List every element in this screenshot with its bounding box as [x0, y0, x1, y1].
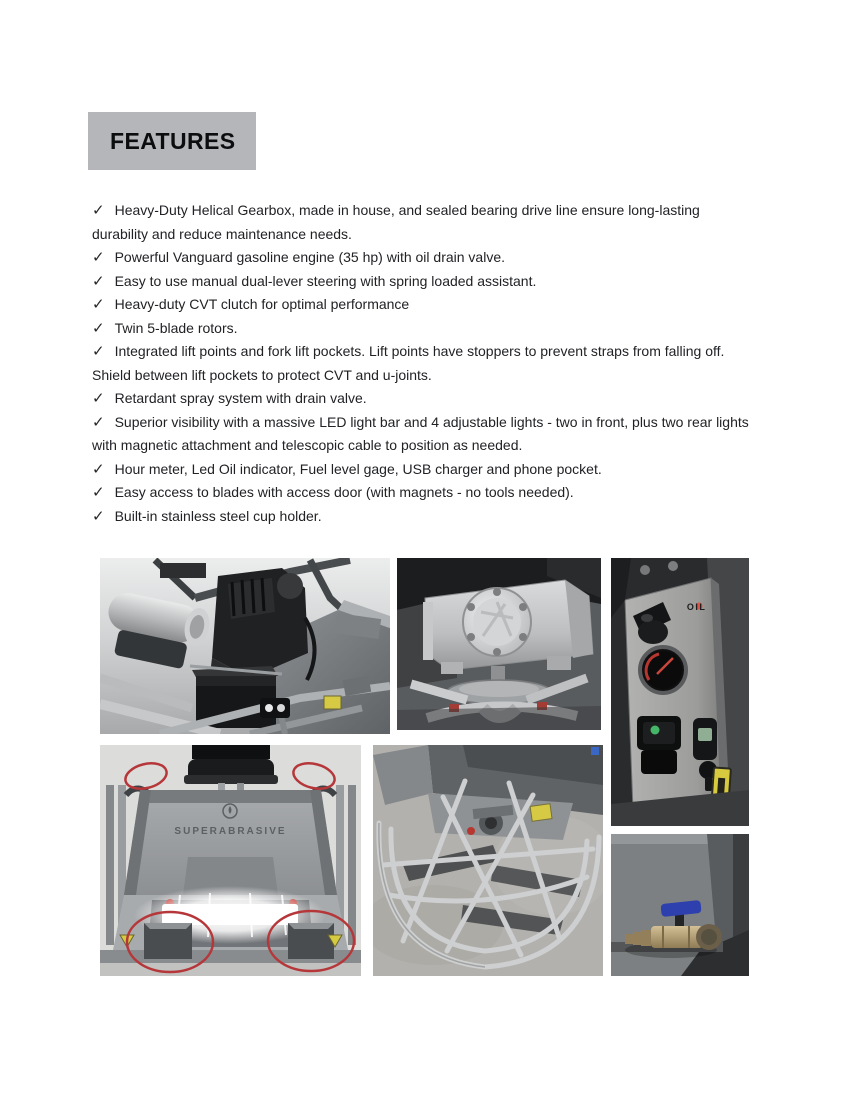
check-icon: ✓ [92, 484, 105, 501]
gearbox-illustration [397, 558, 601, 730]
operator-seat [184, 745, 278, 784]
rocker-switch [637, 716, 681, 774]
hour-meter-gauge [640, 647, 686, 693]
feature-item [92, 481, 758, 505]
feature-text: Heavy-duty CVT clutch for optimal performance [114, 296, 410, 312]
photo-guard-cage [373, 745, 603, 976]
feature-text: Hour meter, Led Oil indicator, Fuel level gage, USB charger and phone pocket. [114, 460, 602, 477]
check-icon: ✓ [92, 319, 105, 337]
feature-text: Easy access to blades with access door (with magnets - no tools needed). [114, 484, 574, 500]
feature-text: Superior visibility with a massive LED light bar and 4 adjustable lights - two in front, plus two rear lights with magnetic attachment and telescopic cable to position as needed. [92, 413, 749, 453]
control-panel-illustration [611, 558, 749, 826]
check-icon: ✓ [92, 413, 105, 431]
feature-item [92, 458, 758, 482]
photo-control-panel [611, 558, 749, 826]
feature-item [92, 505, 758, 529]
led-rear-illustration [100, 745, 361, 976]
gearbox-flange [463, 588, 531, 656]
feature-text: Easy to use manual dual-lever steering with spring loaded assistant. [114, 272, 537, 289]
check-icon: ✓ [92, 460, 105, 478]
check-icon: ✓ [92, 343, 105, 360]
photo-drain-valve [611, 834, 749, 976]
page-title: FEATURES [110, 127, 236, 154]
feature-item [92, 199, 758, 246]
check-icon: ✓ [92, 249, 105, 266]
feature-item [92, 387, 758, 411]
feature-text: Retardant spray system with drain valve. [114, 390, 367, 406]
features-list [92, 199, 758, 528]
feature-item [92, 317, 758, 341]
feature-text: Twin 5-blade rotors. [114, 319, 238, 336]
feature-text: Built-in stainless steel cup holder. [114, 507, 322, 524]
engine-compartment-illustration [100, 558, 390, 734]
brand-label: SUPERABRASIVE [174, 825, 287, 837]
warning-sticker [324, 696, 341, 709]
feature-item [92, 340, 758, 387]
work-light [260, 698, 290, 718]
check-icon: ✓ [92, 202, 105, 219]
photo-led-light-bar [100, 745, 361, 976]
guard-cage-illustration [373, 745, 603, 976]
check-icon: ✓ [92, 296, 105, 313]
feature-item [92, 411, 758, 458]
machine-body [124, 790, 337, 895]
photo-helical-gearbox [397, 558, 601, 730]
photo-engine-compartment [100, 558, 390, 734]
drain-valve-illustration [611, 834, 749, 976]
check-icon: ✓ [92, 272, 105, 290]
feature-text: Heavy-Duty Helical Gearbox, made in house, and sealed bearing drive line ensure long-lasting durability and reduce maintenance needs. [92, 202, 700, 242]
feature-item [92, 293, 758, 317]
usb-charger [693, 718, 717, 760]
oil-indicator-label: OIL [686, 602, 707, 613]
feature-item [92, 246, 758, 270]
feature-text: Integrated lift points and fork lift pockets. Lift points have stoppers to prevent straps from falling off. Shield between lift pockets to protect CVT and u-joints. [92, 343, 725, 383]
feature-item [92, 270, 758, 294]
check-icon: ✓ [92, 507, 105, 525]
warning-sticker [530, 804, 552, 822]
features-header-box [88, 112, 256, 170]
feature-text: Powerful Vanguard gasoline engine (35 hp) with oil drain valve. [114, 249, 505, 265]
check-icon: ✓ [92, 390, 105, 407]
